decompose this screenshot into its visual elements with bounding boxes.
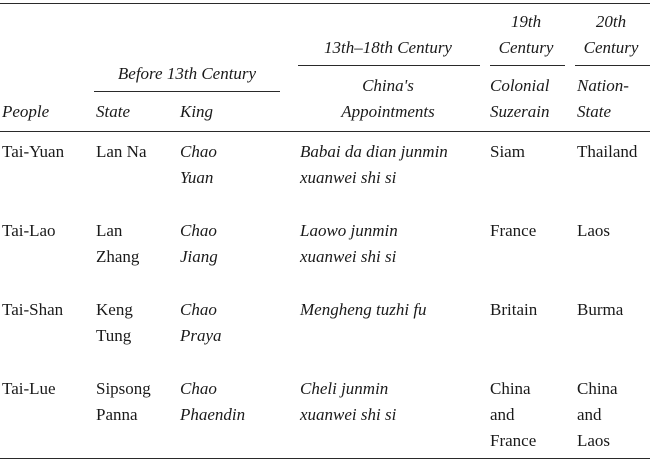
rule-before-13th-century: [94, 91, 280, 92]
rule-20th-century: [575, 65, 650, 66]
column-header-appointments: China's Appointments: [341, 76, 435, 121]
group-header-before-13th-century: Before 13th Century: [117, 64, 257, 83]
column-header-people: People: [2, 102, 50, 121]
cell-state: Sipsong Panna: [96, 379, 151, 424]
cell-appointment: Mengheng tuzhi fu: [300, 300, 427, 319]
rule-19th-century: [490, 65, 565, 66]
cell-suzerain: Siam: [490, 142, 525, 161]
group-header-13th-18th-century: 13th–18th Century: [324, 38, 452, 57]
cell-state: Lan Zhang: [96, 221, 140, 266]
column-header-nation-state: Nation- State: [577, 76, 629, 121]
table-top-rule: [0, 3, 650, 4]
cell-people: Tai-Lue: [2, 379, 56, 398]
cell-people: Tai-Yuan: [2, 142, 65, 161]
cell-state: Lan Na: [96, 142, 147, 161]
cell-suzerain: France: [490, 221, 537, 240]
cell-people: Tai-Shan: [2, 300, 64, 319]
cell-king: Chao Praya: [180, 300, 222, 345]
cell-appointment: Laowo junmin xuanwei shi si: [300, 221, 398, 266]
cell-appointment: Babai da dian junmin xuanwei shi si: [300, 142, 448, 187]
rule-13th-18th-century: [298, 65, 480, 66]
column-header-king: King: [180, 102, 214, 121]
table-bottom-rule: [0, 458, 650, 459]
cell-king: Chao Phaendin: [180, 379, 246, 424]
cell-appointment: Cheli junmin xuanwei shi si: [300, 379, 397, 424]
cell-nation-state: Burma: [577, 300, 624, 319]
cell-king: Chao Yuan: [180, 142, 217, 187]
group-header-20th-century: 20th Century: [583, 12, 639, 57]
cell-king: Chao Jiang: [180, 221, 218, 266]
cell-suzerain: China and France: [490, 379, 537, 450]
cell-nation-state: China and Laos: [577, 379, 618, 450]
column-header-state: State: [96, 102, 130, 121]
column-header-suzerain: Colonial Suzerain: [490, 76, 550, 121]
cell-people: Tai-Lao: [2, 221, 56, 240]
cell-nation-state: Laos: [577, 221, 611, 240]
cell-state: Keng Tung: [96, 300, 133, 345]
group-header-19th-century: 19th Century: [498, 12, 554, 57]
header-bottom-rule: [0, 131, 650, 132]
cell-suzerain: Britain: [490, 300, 538, 319]
cell-nation-state: Thailand: [577, 142, 638, 161]
